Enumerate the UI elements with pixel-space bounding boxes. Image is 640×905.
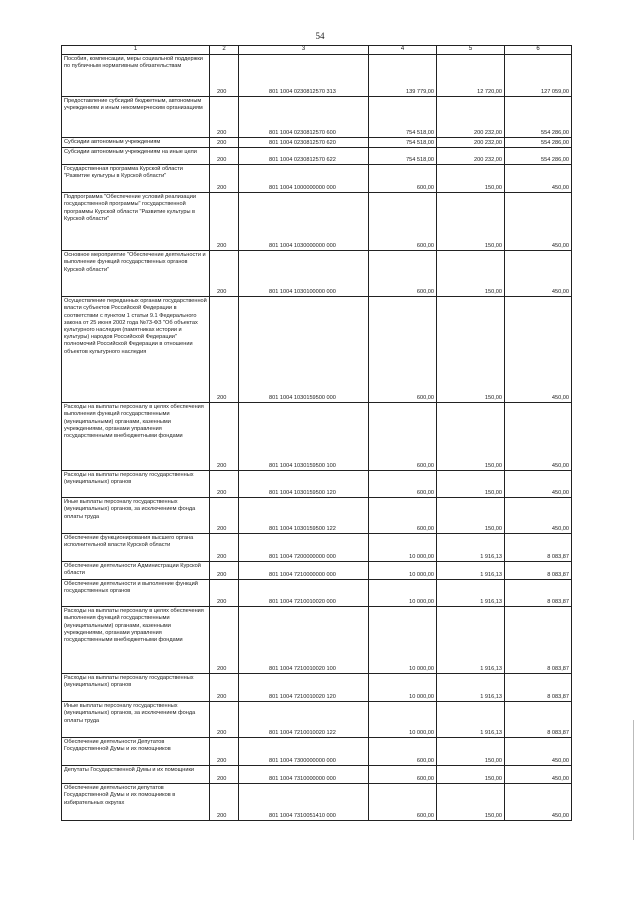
row-value5-cell: 150,00	[437, 766, 505, 784]
row-name-cell: Субсидии автономным учреждениям	[62, 138, 210, 148]
row-column2-cell: 200	[210, 534, 239, 562]
header-cell-1: 1	[62, 46, 210, 55]
header-cell-2: 2	[210, 46, 239, 55]
row-name-cell: Расходы на выплаты персоналу в целях обеспечения выполнения функций государственными (муниципальными) органами, казенными учреждениями, органами управления государственными внебюджетными фондами	[62, 403, 210, 471]
row-value6-cell: 8 083,87	[505, 580, 572, 607]
row-name-cell: Предоставление субсидий бюджетным, автономным учреждениям и иным некоммерческим организациям	[62, 97, 210, 138]
table-row	[62, 97, 572, 138]
row-name-cell: Обеспечение деятельности депутатов Государственной Думы и их помощников в избирательных округах	[62, 784, 210, 821]
row-value6-cell: 554 286,00	[505, 148, 572, 165]
row-column2-cell: 200	[210, 138, 239, 148]
row-value6-cell: 8 083,87	[505, 702, 572, 738]
page-number: 54	[315, 31, 325, 41]
row-value5-cell: 150,00	[437, 471, 505, 498]
row-code-cell: 801 1004 0230812570 622	[239, 148, 369, 165]
row-value5-cell: 1 916,13	[437, 562, 505, 580]
row-code-cell: 801 1004 7200000000 000	[239, 534, 369, 562]
row-code-cell: 801 1004 1030159500 000	[239, 297, 369, 403]
row-value4-cell: 600,00	[369, 766, 437, 784]
row-value6-cell: 8 083,87	[505, 534, 572, 562]
row-code-cell: 801 1004 1030159500 100	[239, 403, 369, 471]
table-row	[62, 580, 572, 607]
row-value6-cell: 450,00	[505, 193, 572, 251]
table-row	[62, 251, 572, 297]
row-column2-cell: 200	[210, 97, 239, 138]
row-name-cell: Расходы на выплаты персоналу государственных (муниципальных) органов	[62, 471, 210, 498]
row-name-cell: Осуществление переданных органам государственной власти субъектов Российской Федерации в соответствии с пунктом 1 статьи 9.1 Федерального закона от 25 июня 2002 года №73-ФЗ "Об объектах культурного наследия (памятниках истории и культуры) народов Российской Федерации" полномочий Российской Федерации в отношении объектов культурного наследия	[62, 297, 210, 403]
row-name-cell: Депутаты Государственной Думы и их помощники	[62, 766, 210, 784]
row-code-cell: 801 1004 7210010020 000	[239, 580, 369, 607]
row-value5-cell: 1 916,13	[437, 702, 505, 738]
row-value4-cell: 600,00	[369, 165, 437, 193]
table-row	[62, 766, 572, 784]
row-value6-cell: 554 286,00	[505, 138, 572, 148]
row-value5-cell: 150,00	[437, 784, 505, 821]
row-value4-cell: 754 518,00	[369, 97, 437, 138]
row-value6-cell: 450,00	[505, 403, 572, 471]
row-value6-cell: 554 286,00	[505, 97, 572, 138]
row-value4-cell: 600,00	[369, 471, 437, 498]
row-value6-cell: 450,00	[505, 784, 572, 821]
row-name-cell: Обеспечение деятельности Депутатов Государственной Думы и их помощников	[62, 738, 210, 766]
row-value6-cell: 8 083,87	[505, 562, 572, 580]
row-column2-cell: 200	[210, 580, 239, 607]
header-cell-5: 5	[437, 46, 505, 55]
row-value6-cell: 450,00	[505, 297, 572, 403]
row-value5-cell: 150,00	[437, 251, 505, 297]
scan-edge-mark	[633, 720, 634, 840]
row-code-cell: 801 1004 7210010020 122	[239, 702, 369, 738]
header-cell-3: 3	[239, 46, 369, 55]
table-row	[62, 674, 572, 702]
row-code-cell: 801 1004 7310000000 000	[239, 766, 369, 784]
row-column2-cell: 200	[210, 498, 239, 534]
row-value5-cell: 150,00	[437, 738, 505, 766]
row-name-cell: Расходы на выплаты персоналу в целях обеспечения выполнения функций государственными (муниципальными) органами, казенными учреждениями, органами управления государственными внебюджетными фондами	[62, 607, 210, 674]
row-value5-cell: 150,00	[437, 165, 505, 193]
table-row	[62, 471, 572, 498]
table-row	[62, 55, 572, 97]
table-row	[62, 534, 572, 562]
row-column2-cell: 200	[210, 766, 239, 784]
row-value5-cell: 200 232,00	[437, 97, 505, 138]
row-value4-cell: 10 000,00	[369, 702, 437, 738]
row-value5-cell: 150,00	[437, 403, 505, 471]
row-value4-cell: 600,00	[369, 403, 437, 471]
row-value6-cell: 450,00	[505, 738, 572, 766]
row-name-cell: Обеспечение функционирования высшего органа исполнительной власти Курской области	[62, 534, 210, 562]
table-row	[62, 562, 572, 580]
row-value6-cell: 127 059,00	[505, 55, 572, 97]
row-value4-cell: 600,00	[369, 738, 437, 766]
header-cell-6: 6	[505, 46, 572, 55]
row-value4-cell: 10 000,00	[369, 580, 437, 607]
row-name-cell: Иные выплаты персоналу государственных (муниципальных) органов, за исключением фонда оплаты труда	[62, 702, 210, 738]
row-value4-cell: 600,00	[369, 251, 437, 297]
row-code-cell: 801 1004 0230812570 600	[239, 97, 369, 138]
row-code-cell: 801 1004 7300000000 000	[239, 738, 369, 766]
row-column2-cell: 200	[210, 297, 239, 403]
row-column2-cell: 200	[210, 562, 239, 580]
row-column2-cell: 200	[210, 471, 239, 498]
row-column2-cell: 200	[210, 702, 239, 738]
row-name-cell: Обеспечение деятельности Администрации Курской области	[62, 562, 210, 580]
row-value5-cell: 1 916,13	[437, 674, 505, 702]
budget-table	[61, 45, 572, 821]
row-code-cell: 801 1004 7210000000 000	[239, 562, 369, 580]
row-value4-cell: 10 000,00	[369, 607, 437, 674]
row-column2-cell: 200	[210, 55, 239, 97]
row-value4-cell: 10 000,00	[369, 534, 437, 562]
row-code-cell: 801 1004 0230812570 620	[239, 138, 369, 148]
row-column2-cell: 200	[210, 738, 239, 766]
table-row	[62, 403, 572, 471]
table-row	[62, 193, 572, 251]
row-value4-cell: 600,00	[369, 297, 437, 403]
row-value6-cell: 8 083,87	[505, 607, 572, 674]
row-column2-cell: 200	[210, 193, 239, 251]
row-code-cell: 801 1004 7210010020 100	[239, 607, 369, 674]
row-value5-cell: 150,00	[437, 498, 505, 534]
row-value5-cell: 1 916,13	[437, 534, 505, 562]
table-header-row	[62, 46, 572, 55]
row-code-cell: 801 1004 1000000000 000	[239, 165, 369, 193]
row-value4-cell: 754 518,00	[369, 148, 437, 165]
row-column2-cell: 200	[210, 251, 239, 297]
row-code-cell: 801 1004 1030159500 122	[239, 498, 369, 534]
table-row	[62, 738, 572, 766]
row-name-cell: Субсидии автономным учреждениям на иные цели	[62, 148, 210, 165]
row-column2-cell: 200	[210, 674, 239, 702]
header-cell-4: 4	[369, 46, 437, 55]
row-value6-cell: 450,00	[505, 498, 572, 534]
row-name-cell: Иные выплаты персоналу государственных (муниципальных) органов, за исключением фонда оплаты труда	[62, 498, 210, 534]
row-value6-cell: 8 083,87	[505, 674, 572, 702]
row-column2-cell: 200	[210, 784, 239, 821]
row-code-cell: 801 1004 7310051410 000	[239, 784, 369, 821]
row-value6-cell: 450,00	[505, 251, 572, 297]
row-value6-cell: 450,00	[505, 165, 572, 193]
row-value6-cell: 450,00	[505, 766, 572, 784]
row-value5-cell: 200 232,00	[437, 138, 505, 148]
row-code-cell: 801 1004 1030159500 120	[239, 471, 369, 498]
table-row	[62, 784, 572, 821]
row-code-cell: 801 1004 1030000000 000	[239, 193, 369, 251]
row-value5-cell: 12 720,00	[437, 55, 505, 97]
row-name-cell: Расходы на выплаты персоналу государственных (муниципальных) органов	[62, 674, 210, 702]
row-code-cell: 801 1004 1030100000 000	[239, 251, 369, 297]
row-value5-cell: 150,00	[437, 297, 505, 403]
row-value4-cell: 600,00	[369, 498, 437, 534]
row-value4-cell: 139 779,00	[369, 55, 437, 97]
row-value4-cell: 10 000,00	[369, 562, 437, 580]
row-column2-cell: 200	[210, 403, 239, 471]
row-code-cell: 801 1004 0230812570 313	[239, 55, 369, 97]
table-row	[62, 138, 572, 148]
row-value4-cell: 600,00	[369, 784, 437, 821]
row-name-cell: Обеспечение деятельности и выполнение функций государственных органов	[62, 580, 210, 607]
row-value5-cell: 1 916,13	[437, 607, 505, 674]
row-value5-cell: 1 916,13	[437, 580, 505, 607]
row-name-cell: Пособия, компенсации, меры социальной поддержки по публичным нормативным обязательствам	[62, 55, 210, 97]
row-name-cell: Государственная программа Курской области "Развитие культуры в Курской области"	[62, 165, 210, 193]
table-row	[62, 297, 572, 403]
row-value5-cell: 200 232,00	[437, 148, 505, 165]
row-name-cell: Основное мероприятие "Обеспечение деятельности и выполнение функций государственных органов Курской области"	[62, 251, 210, 297]
row-code-cell: 801 1004 7210010020 120	[239, 674, 369, 702]
table-row	[62, 148, 572, 165]
row-column2-cell: 200	[210, 148, 239, 165]
row-value6-cell: 450,00	[505, 471, 572, 498]
row-name-cell: Подпрограмма "Обеспечение условий реализации государственной программы" государственной программы Курской области "Развитие культуры в Курской области"	[62, 193, 210, 251]
table-row	[62, 607, 572, 674]
table-row	[62, 165, 572, 193]
row-column2-cell: 200	[210, 165, 239, 193]
row-column2-cell: 200	[210, 607, 239, 674]
row-value5-cell: 150,00	[437, 193, 505, 251]
table-row	[62, 702, 572, 738]
table-row	[62, 498, 572, 534]
row-value4-cell: 754 518,00	[369, 138, 437, 148]
row-value4-cell: 600,00	[369, 193, 437, 251]
row-value4-cell: 10 000,00	[369, 674, 437, 702]
